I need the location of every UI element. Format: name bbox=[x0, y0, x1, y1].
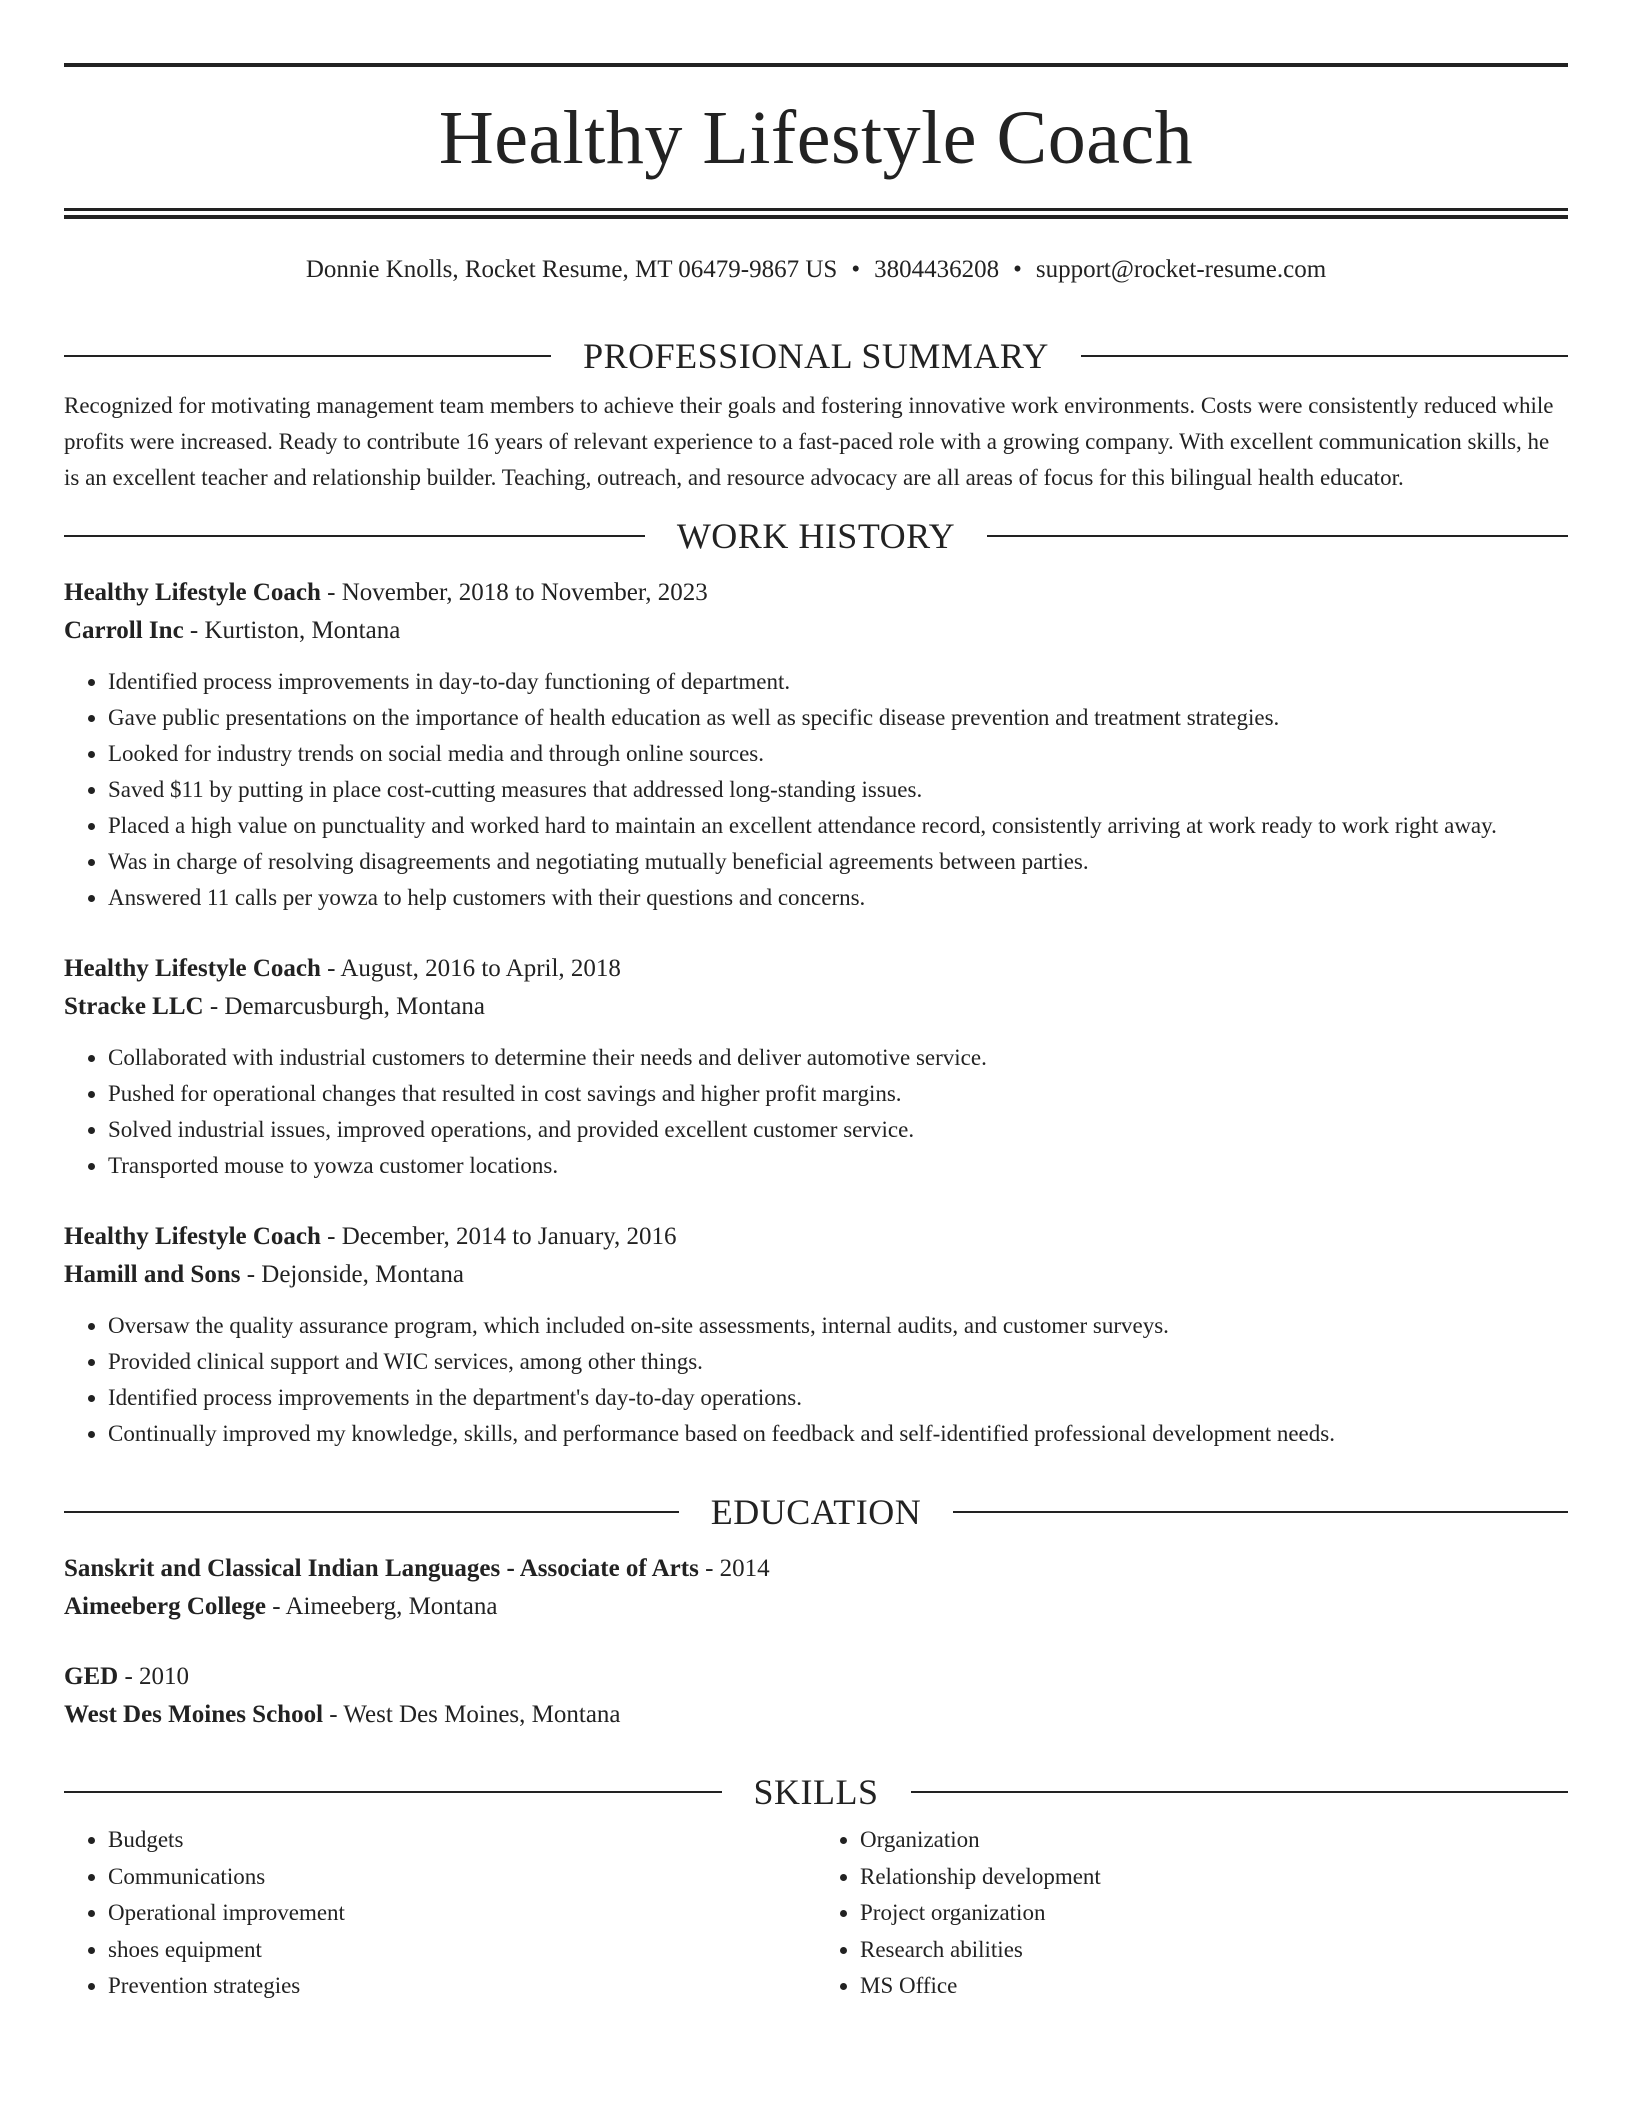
work-history-heading-label: WORK HISTORY bbox=[676, 516, 956, 556]
summary-heading-label: PROFESSIONAL SUMMARY bbox=[583, 336, 1049, 376]
job-dates: - August, 2016 to April, 2018 bbox=[320, 955, 621, 982]
education-school: West Des Moines School bbox=[64, 1701, 324, 1728]
education-heading bbox=[64, 1486, 1568, 1538]
job-bullet: • Solved industrial issues, improved operations, and provided excellent customer service. bbox=[108, 1112, 1568, 1148]
job-bullets bbox=[64, 1040, 1568, 1184]
top-rule bbox=[64, 63, 1568, 67]
job-location: - Kurtiston, Montana bbox=[183, 617, 401, 644]
job-location: - Dejonside, Montana bbox=[240, 1261, 465, 1288]
education-location: - West Des Moines, Montana bbox=[323, 1701, 621, 1728]
skill-item: • Budgets bbox=[108, 1822, 816, 1859]
skill-item: • Communications bbox=[108, 1859, 816, 1896]
job-company: Stracke LLC bbox=[64, 993, 204, 1020]
job-company-line bbox=[64, 612, 1568, 650]
job-title-line bbox=[64, 950, 1568, 988]
job-bullet: • Identified process improvements in day-to-day functioning of department. bbox=[108, 664, 1568, 700]
education-entry bbox=[64, 1550, 1568, 1626]
heading-rule bbox=[64, 1791, 722, 1793]
job-entry bbox=[64, 950, 1568, 1184]
education-school: Aimeeberg College bbox=[64, 1593, 267, 1620]
skills-list bbox=[64, 1822, 1568, 2005]
job-bullet: • Continually improved my knowledge, skills, and performance based on feedback and self-identified professional development needs. bbox=[108, 1416, 1568, 1452]
job-bullet: • Gave public presentations on the importance of health education as well as specific disease prevention and treatment strategies. bbox=[108, 700, 1568, 736]
job-company-line bbox=[64, 988, 1568, 1026]
job-bullet: • Saved $11 by putting in place cost-cutting measures that addressed long-standing issues. bbox=[108, 772, 1568, 808]
skill-item: • Prevention strategies bbox=[108, 1968, 816, 2005]
job-bullet: • Transported mouse to yowza customer locations. bbox=[108, 1148, 1568, 1184]
summary-text: Recognized for motivating management team members to achieve their goals and fostering innovative work environments. Costs were consistently reduced while profits were increased. Ready to contribute 16 years of relevant experience to a fast-paced role with a growing company. With excellent communication skills, he is an excellent teacher and relationship builder. Teaching, outreach, and resource advocacy are all areas of focus for this bilingual health educator. bbox=[64, 393, 1554, 490]
job-bullet: • Oversaw the quality assurance program, which included on-site assessments, internal audits, and customer surveys. bbox=[108, 1308, 1568, 1344]
job-bullets bbox=[64, 664, 1568, 916]
work-history-heading bbox=[64, 510, 1568, 562]
job-company: Carroll Inc bbox=[64, 617, 184, 644]
job-bullet: • Collaborated with industrial customers to determine their needs and deliver automotive service. bbox=[108, 1040, 1568, 1076]
resume-content bbox=[64, 330, 1568, 2005]
heading-rule bbox=[911, 1791, 1569, 1793]
skills-column-right bbox=[816, 1822, 1568, 2005]
job-bullet: • Pushed for operational changes that resulted in cost savings and higher profit margins. bbox=[108, 1076, 1568, 1112]
job-company-line bbox=[64, 1256, 1568, 1294]
title-double-rule bbox=[64, 208, 1568, 219]
heading-rule bbox=[987, 535, 1568, 537]
job-bullet: • Provided clinical support and WIC services, among other things. bbox=[108, 1344, 1568, 1380]
job-bullet: • Placed a high value on punctuality and worked hard to maintain an excellent attendance record, consistently arriving at work ready to work right away. bbox=[108, 808, 1568, 844]
education-school-line bbox=[64, 1696, 1568, 1734]
heading-rule bbox=[64, 535, 645, 537]
education-degree-line bbox=[64, 1550, 1568, 1588]
education-school-line bbox=[64, 1588, 1568, 1626]
contact-phone: 3804436208 bbox=[874, 256, 1000, 283]
job-bullet: • Identified process improvements in the department's day-to-day operations. bbox=[108, 1380, 1568, 1416]
skill-item: • MS Office bbox=[860, 1968, 1568, 2005]
contact-separator: • bbox=[1013, 256, 1022, 283]
skills-column-left bbox=[64, 1822, 816, 2005]
heading-rule bbox=[953, 1511, 1568, 1513]
education-location: - Aimeeberg, Montana bbox=[266, 1593, 498, 1620]
skill-item: • Operational improvement bbox=[108, 1895, 816, 1932]
contact-line bbox=[64, 252, 1568, 288]
heading-rule bbox=[64, 355, 551, 357]
job-dates: - November, 2018 to November, 2023 bbox=[320, 579, 708, 606]
job-title: Healthy Lifestyle Coach bbox=[64, 955, 321, 982]
skill-item: • shoes equipment bbox=[108, 1932, 816, 1969]
skills-heading-label: SKILLS bbox=[753, 1772, 879, 1812]
job-bullet: • Looked for industry trends on social media and through online sources. bbox=[108, 736, 1568, 772]
summary-heading bbox=[64, 330, 1568, 382]
job-company: Hamill and Sons bbox=[64, 1261, 241, 1288]
contact-address: Donnie Knolls, Rocket Resume, MT 06479-9867 US bbox=[305, 256, 838, 283]
job-dates: - December, 2014 to January, 2016 bbox=[320, 1223, 677, 1250]
job-title-line bbox=[64, 574, 1568, 612]
resume-title: Healthy Lifestyle Coach bbox=[438, 96, 1194, 180]
heading-rule bbox=[1081, 355, 1568, 357]
heading-rule bbox=[64, 1511, 679, 1513]
education-heading-label: EDUCATION bbox=[710, 1492, 922, 1532]
skill-item: • Relationship development bbox=[860, 1859, 1568, 1896]
education-degree: GED bbox=[64, 1663, 119, 1690]
job-entry bbox=[64, 574, 1568, 916]
job-bullet: • Answered 11 calls per yowza to help customers with their questions and concerns. bbox=[108, 880, 1568, 916]
education-year: - 2010 bbox=[118, 1663, 190, 1690]
job-bullets bbox=[64, 1308, 1568, 1452]
skill-item: • Organization bbox=[860, 1822, 1568, 1859]
education-year: - 2014 bbox=[698, 1555, 770, 1582]
skills-heading bbox=[64, 1766, 1568, 1818]
contact-email: support@rocket-resume.com bbox=[1035, 256, 1327, 283]
job-title-line bbox=[64, 1218, 1568, 1256]
education-entry bbox=[64, 1658, 1568, 1734]
contact-separator: • bbox=[851, 256, 861, 283]
job-location: - Demarcusburgh, Montana bbox=[203, 993, 485, 1020]
skill-item: • Project organization bbox=[860, 1895, 1568, 1932]
job-entry bbox=[64, 1218, 1568, 1452]
job-title: Healthy Lifestyle Coach bbox=[64, 579, 321, 606]
education-degree-line bbox=[64, 1658, 1568, 1696]
job-bullet: • Was in charge of resolving disagreements and negotiating mutually beneficial agreements between parties. bbox=[108, 844, 1568, 880]
education-degree: Sanskrit and Classical Indian Languages - Associate of Arts bbox=[64, 1555, 699, 1582]
job-title: Healthy Lifestyle Coach bbox=[64, 1223, 321, 1250]
skill-item: • Research abilities bbox=[860, 1932, 1568, 1969]
